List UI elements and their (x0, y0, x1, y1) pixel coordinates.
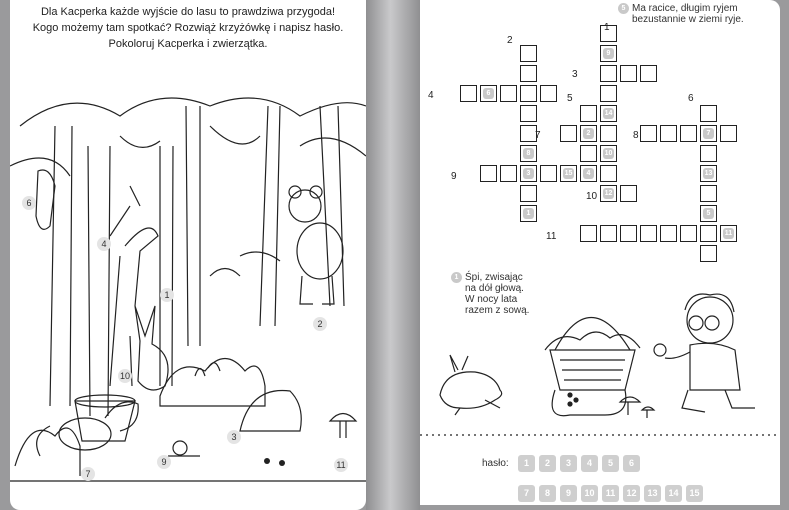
forest-coloring-illustration (10, 86, 366, 486)
crossword-cell[interactable] (600, 185, 617, 202)
crossword-cell[interactable] (600, 65, 617, 82)
cell-number: 6 (483, 88, 494, 99)
instructions (10, 4, 366, 52)
crossword-cell[interactable] (600, 45, 617, 62)
crossword-cell[interactable] (720, 225, 737, 242)
cell-number: 12 (604, 190, 613, 197)
animal-number-hedgehog: 3 (227, 430, 241, 444)
password-box[interactable]: 13 (644, 485, 661, 502)
crossword-cell[interactable] (720, 125, 737, 142)
clue-text: Śpi, zwisając (465, 272, 523, 283)
password-box[interactable]: 15 (686, 485, 703, 502)
cell-number: 4 (583, 168, 594, 179)
crossword-cell[interactable] (640, 65, 657, 82)
crossword-cell[interactable] (580, 145, 597, 162)
crossword-cell[interactable] (540, 165, 557, 182)
crossword-cell[interactable] (520, 165, 537, 182)
password-box[interactable]: 2 (539, 455, 556, 472)
crossword-cell[interactable] (480, 85, 497, 102)
clue-text: bezustannie w ziemi ryje. (632, 14, 744, 25)
instruction-line: Pokoloruj Kacperka i zwierzątka. (108, 38, 268, 50)
word-number-11: 11 (546, 231, 557, 242)
clue-text: W nocy lata (465, 294, 518, 305)
crossword-cell[interactable] (700, 165, 717, 182)
crossword-cell[interactable] (700, 245, 717, 262)
crossword-cell[interactable] (660, 225, 677, 242)
crossword-cell[interactable] (620, 225, 637, 242)
crossword-cell[interactable] (700, 105, 717, 122)
crossword-cell[interactable] (700, 225, 717, 242)
password-box[interactable]: 10 (581, 485, 598, 502)
book-gutter (366, 0, 420, 510)
tree-trunk (50, 126, 72, 406)
crossword-cell[interactable] (700, 205, 717, 222)
crossword-cell[interactable] (700, 185, 717, 202)
right-page (420, 0, 780, 505)
cell-number: 14 (604, 110, 613, 117)
crossword-cell[interactable] (580, 105, 597, 122)
crossword-cell[interactable] (460, 85, 477, 102)
crossword-cell[interactable] (480, 165, 497, 182)
crossword-cell[interactable] (600, 125, 617, 142)
crossword-cell[interactable] (500, 85, 517, 102)
password-box[interactable]: 1 (518, 455, 535, 472)
password-box[interactable]: 3 (560, 455, 577, 472)
crossword-cell[interactable] (600, 105, 617, 122)
animal-number-rabbit: 10 (119, 371, 130, 381)
cell-number: 5 (703, 208, 714, 219)
animal-number-woodpecker: 6 (22, 196, 36, 210)
crossword-cell[interactable] (620, 185, 637, 202)
cell-number: 13 (704, 170, 713, 177)
crossword-cell[interactable] (620, 65, 637, 82)
crossword-cell[interactable] (600, 165, 617, 182)
cell-number: 8 (523, 148, 534, 159)
clue-text: razem z sową. (465, 305, 530, 316)
password-box[interactable]: 9 (560, 485, 577, 502)
crossword-cell[interactable] (660, 125, 677, 142)
cell-number: 10 (604, 150, 613, 157)
instruction-line: Dla Kacperka każde wyjście do lasu to prawdziwa przygoda! (40, 6, 336, 18)
crossword-cell[interactable] (600, 85, 617, 102)
clue-text: na dół głową. (465, 283, 524, 294)
clue-text: Ma racice, długim ryjem (632, 3, 738, 14)
crossword-cell[interactable] (540, 85, 557, 102)
animal-number-mushroom: 11 (334, 458, 348, 472)
password-box[interactable]: 14 (665, 485, 682, 502)
crossword-cell[interactable] (700, 145, 717, 162)
crossword-cell[interactable] (520, 185, 537, 202)
password-box[interactable]: 7 (518, 485, 535, 502)
word-number-2: 2 (507, 35, 513, 46)
word-number-5: 5 (567, 93, 573, 104)
animal-number-bat: 1 (160, 288, 174, 302)
word-number-7: 7 (535, 130, 541, 141)
cell-number: 3 (523, 168, 534, 179)
cell-number: 15 (564, 170, 573, 177)
word-number-8: 8 (633, 130, 639, 141)
crossword-cell[interactable] (520, 105, 537, 122)
clue-number-badge: 5 (618, 3, 629, 14)
clue-5 (618, 3, 744, 25)
crossword-cell[interactable] (520, 85, 537, 102)
word-number-10: 10 (586, 191, 598, 202)
crossword-cell[interactable] (700, 125, 717, 142)
cell-number: 11 (724, 230, 733, 237)
crossword-cell[interactable] (600, 145, 617, 162)
word-number-9: 9 (451, 171, 457, 182)
crossword-cell[interactable] (560, 165, 577, 182)
cell-number: 7 (703, 128, 714, 139)
password-label: hasło: (482, 458, 509, 469)
instruction-line: Kogo możemy tam spotkać? Rozwiąż krzyżówkę i napisz hasło. (32, 22, 344, 34)
animal-number-deer: 4 (97, 237, 111, 251)
password-box[interactable]: 5 (602, 455, 619, 472)
crossword-cell[interactable] (600, 225, 617, 242)
cell-number: 1 (523, 208, 534, 219)
clue-number-badge: 1 (451, 272, 462, 283)
word-number-6: 6 (688, 93, 694, 104)
crossword-cell[interactable] (560, 125, 577, 142)
crossword-cell[interactable] (680, 125, 697, 142)
cell-number: 2 (583, 128, 594, 139)
crossword-cell[interactable] (640, 125, 657, 142)
word-number-1: 1 (604, 22, 610, 33)
animal-number-snail: 9 (157, 455, 171, 469)
password-box[interactable]: 12 (623, 485, 640, 502)
crossword-cell[interactable] (580, 225, 597, 242)
crossword-cell[interactable] (680, 225, 697, 242)
password-box[interactable]: 6 (623, 455, 640, 472)
crossword-cell[interactable] (520, 205, 537, 222)
word-number-3: 3 (572, 69, 578, 80)
animal-number-raccoon: 7 (81, 467, 95, 481)
crossword-cell[interactable] (580, 125, 597, 142)
password-box[interactable]: 4 (581, 455, 598, 472)
crossword-cell[interactable] (580, 165, 597, 182)
left-page (10, 0, 366, 510)
boy-rabbit-basket-illustration (420, 290, 780, 450)
crossword-cell[interactable] (500, 165, 517, 182)
crossword-cell[interactable] (640, 225, 657, 242)
cell-number: 9 (603, 48, 614, 59)
password-box[interactable]: 11 (602, 485, 619, 502)
password-box[interactable]: 8 (539, 485, 556, 502)
word-number-4: 4 (428, 90, 434, 101)
animal-number-bear: 2 (313, 317, 327, 331)
crossword-cell[interactable] (520, 65, 537, 82)
crossword-cell[interactable] (520, 45, 537, 62)
crossword-cell[interactable] (520, 145, 537, 162)
